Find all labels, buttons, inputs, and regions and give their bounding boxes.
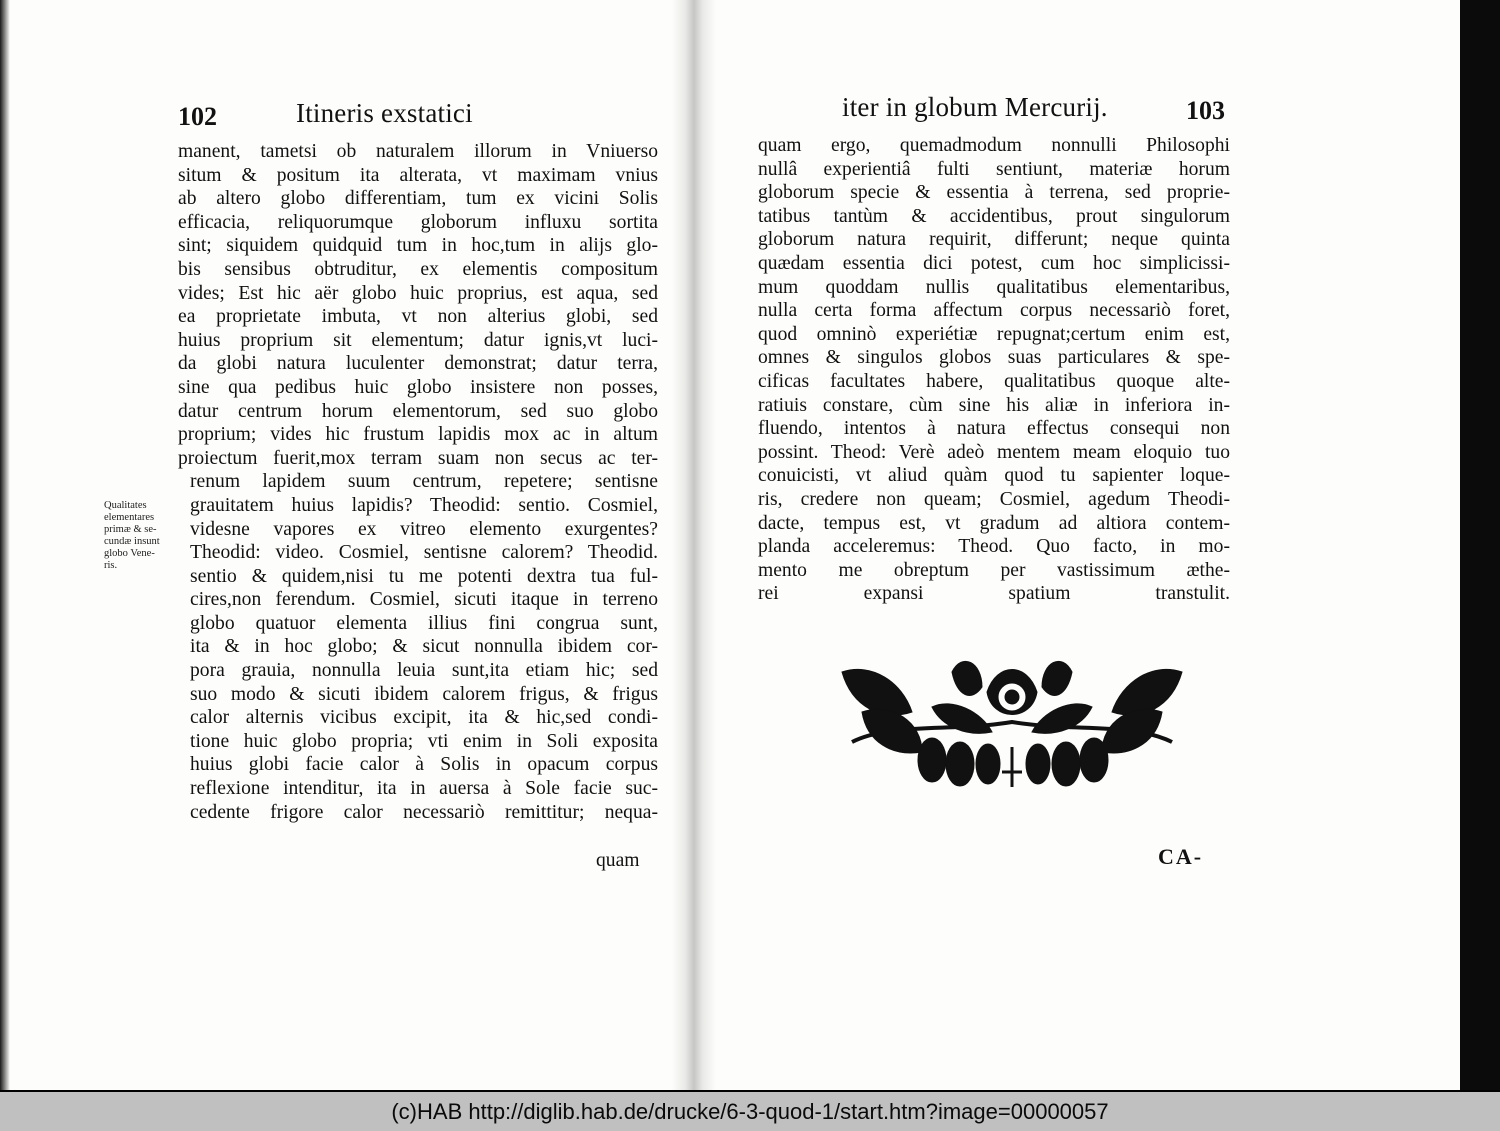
text-line: manent, tametsi ob naturalem illorum in Vniuerso	[178, 141, 658, 162]
text-line: huius globi facie calor à Solis in opacum corpus	[190, 754, 658, 776]
text-line-centered: mento me obreptum per vastissimum æthe-	[758, 559, 1230, 581]
text-line: ratiuis constare, cùm sine his aliæ in inferiora in-	[758, 394, 1230, 416]
text-line: cires,non ferendum. Cosmiel, sicuti itaque in terreno	[190, 589, 658, 611]
text-line: sentio & quidem,nisi tu me potenti dextra tua ful-	[190, 565, 658, 587]
left-catchword: quam	[596, 850, 640, 871]
left-folio: 102	[178, 102, 217, 131]
text-line: tione huic globo propria; vti enim in Soli exposita	[190, 730, 658, 752]
text-line: nullâ experientiâ fulti sentiunt, materiæ horum	[758, 158, 1230, 180]
text-line-centered: planda acceleremus: Theod. Quo facto, in mo-	[758, 536, 1230, 558]
right-running-head: iter in globum Mercurij.	[842, 92, 1108, 122]
text-line: grauitatem huius lapidis? Theodid: sentio. Cosmiel,	[190, 494, 658, 516]
text-line: vides; Est hic aër globo huic proprius, est aqua, sed	[178, 282, 658, 304]
text-line: ita & in hoc globo; & sicut nonnulla ibidem cor-	[190, 636, 658, 658]
text-line: suo modo & sicuti ibidem calorem frigus, & frigus	[190, 683, 658, 705]
text-line: tatibus tantùm & accidentibus, prout singulorum	[758, 205, 1230, 227]
text-line: ab altero globo differentiam, tum ex vicini Solis	[178, 188, 658, 210]
text-line: proiectum fuerit,mox terram suam non secus ac ter-	[178, 447, 658, 469]
text-line: proprium; vides hic frustum lapidis mox ac in altum	[178, 424, 658, 446]
text-line: huius proprium sit elementum; datur ignis,vt luci-	[178, 329, 658, 351]
text-line: dacte, tempus est, vt gradum ad altiora contem-	[758, 512, 1230, 534]
margin-note-line: primæ & se-	[104, 524, 157, 535]
margin-note-line: elementares	[104, 512, 155, 523]
text-line: quædam essentia dici potest, cum hoc simplicissi-	[758, 252, 1230, 274]
text-line: cificas facultates habere, qualitatibus quoque alte-	[758, 370, 1230, 392]
text-line: conuicisti, vt aliud quàm quod tu sapienter loque-	[758, 465, 1230, 487]
text-line: quod omninò experiétiæ repugnat;certum enim est,	[758, 323, 1230, 345]
text-line-centered: rei expansi spatium transtulit.	[758, 583, 1230, 605]
text-line: sine qua pedibus huic globo insistere non posses,	[178, 376, 658, 398]
text-line: renum lapidem suum centrum, repetere; sentisne	[190, 471, 658, 493]
text-line: datur centrum horum elementorum, sed suo globo	[178, 400, 658, 422]
text-line: videsne vapores ex vitreo elemento exurgentes?	[190, 518, 658, 540]
text-line: nulla certa forma affectum corpus necessariò foret,	[758, 300, 1230, 322]
text-line: cedente frigore calor necessariò remittitur; nequa-	[190, 801, 658, 823]
text-line: da globi natura luculenter demonstrat; datur terra,	[178, 353, 658, 375]
left-text-block	[178, 140, 658, 824]
margin-note-line: globo Vene-	[104, 548, 155, 559]
right-text-block	[758, 134, 1230, 606]
copyright-footer: (c)HAB http://diglib.hab.de/drucke/6-3-quod-1/start.htm?image=00000057	[0, 1092, 1500, 1131]
book-edge-left	[0, 0, 10, 1090]
margin-note	[104, 500, 190, 572]
text-line: efficacia, reliquorumque globorum influxu sortita	[178, 211, 658, 233]
text-line: sint; siquidem quidquid tum in hoc,tum in alijs glo-	[178, 235, 658, 257]
floral-vignette-icon	[832, 652, 1192, 802]
book-edge-right	[1460, 0, 1500, 1090]
text-line: quam ergo, quemadmodum nonnulli Philosophi	[758, 135, 1230, 156]
margin-note-line: Qualitates	[104, 500, 147, 511]
text-line: bis sensibus obtruditur, ex elementis compositum	[178, 258, 658, 280]
text-line: pora grauia, nonnulla leuia sunt,ita etiam hic; sed	[190, 660, 658, 682]
text-line: omnes & singulos globos suas particulares & spe-	[758, 347, 1230, 369]
text-line: fluendo, intentos à natura effectus consequi non	[758, 418, 1230, 440]
text-line: globorum specie & essentia à terrena, sed proprie-	[758, 182, 1230, 204]
text-line: globorum natura requirit, differunt; neque quinta	[758, 229, 1230, 251]
text-line: globo quatuor elementa illius fini congrua sunt,	[190, 612, 658, 634]
left-running-head: Itineris exstatici	[296, 98, 473, 128]
text-line: mum quoddam nullis qualitatibus elementaribus,	[758, 276, 1230, 298]
right-catchword: CA-	[1158, 844, 1204, 869]
text-line: ea proprietate imbuta, vt non alterius globi, sed	[178, 306, 658, 328]
text-line: possint. Theod: Verè adeò mentem meam eloquio tuo	[758, 441, 1230, 463]
book-gutter	[672, 0, 716, 1090]
right-folio: 103	[1186, 96, 1225, 125]
text-line: Theodid: video. Cosmiel, sentisne calorem? Theodid.	[190, 542, 658, 564]
margin-note-line: cundæ insunt	[104, 536, 160, 547]
text-line: ris, credere non queam; Cosmiel, agedum Theodi-	[758, 488, 1230, 510]
text-line: calor alternis vicibus excipit, ita & hic,sed condi-	[190, 707, 658, 729]
text-line: reflexione intenditur, ita in auersa à Sole facie suc-	[190, 778, 658, 800]
text-line: situm & positum ita alterata, vt maximam vnius	[178, 164, 658, 186]
margin-note-line: ris.	[104, 560, 118, 571]
